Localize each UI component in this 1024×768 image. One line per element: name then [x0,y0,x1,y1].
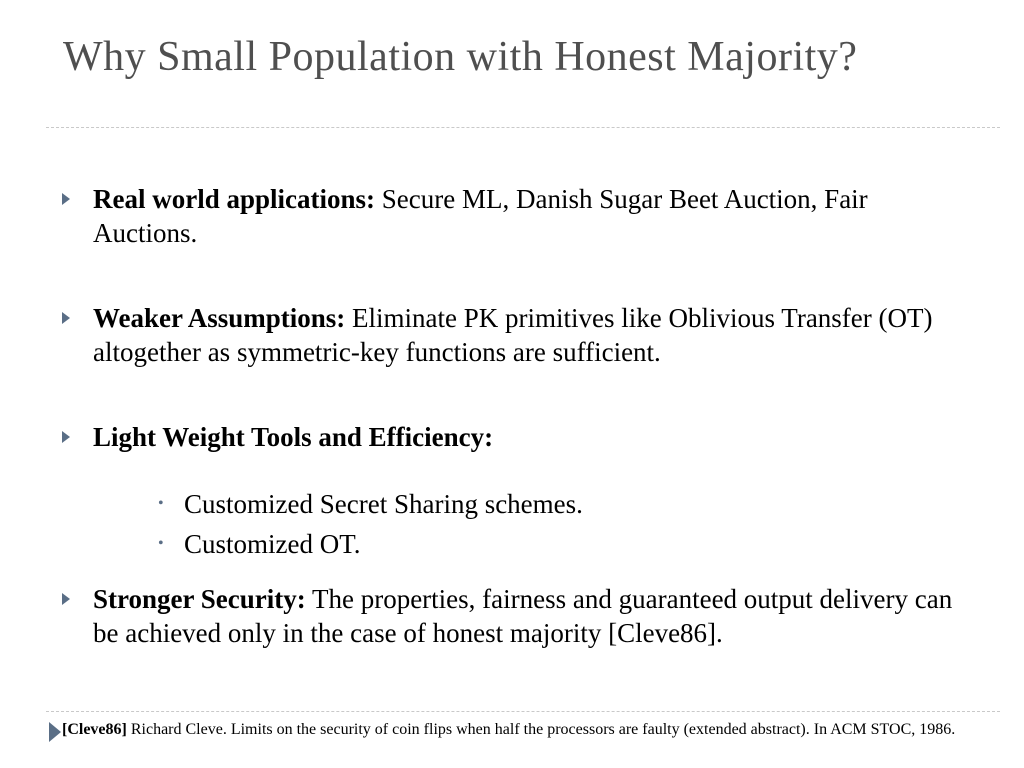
bullet-text: Secure ML, Danish Sugar Beet Auction, Fair Auctions. [93,184,868,248]
triangle-bullet-icon [62,431,70,443]
slide-title: Why Small Population with Honest Majority? [63,34,858,80]
bullet-real-world-applications [60,182,960,250]
dot-bullet-icon: • [158,495,164,512]
title-divider [46,127,1000,128]
sub-bullet-customized-ot [158,527,361,561]
bullet-text: The properties, fairness and guaranteed output delivery can be achieved only in the case of honest majority [Cleve86]. [93,584,953,648]
triangle-bullet-icon [62,193,70,205]
triangle-bullet-icon [49,722,61,742]
bullet-lead: Weaker Assumptions: [93,303,346,333]
bullet-lead: Real world applications: [93,184,376,214]
bullet-lead: Stronger Security: [93,584,306,614]
sub-bullet-secret-sharing [158,487,583,521]
bullet-text: Eliminate PK primitives like Oblivious Transfer (OT) altogether as symmetric-key functions are sufficient. [93,303,933,367]
sub-bullet-text: Customized OT. [184,529,361,559]
triangle-bullet-icon [62,593,70,605]
footnote-text: Richard Cleve. Limits on the security of coin flips when half the processors are faulty (extended abstract). In ACM STOC, 1986. [126,721,956,738]
triangle-bullet-icon [62,312,70,324]
bullet-light-weight-tools [60,420,493,454]
sub-bullet-text: Customized Secret Sharing schemes. [184,489,583,519]
bullet-lead: Light Weight Tools and Efficiency: [93,422,494,452]
footnote-ref: [Cleve86] [62,721,127,738]
footnote [62,718,1018,741]
bullet-stronger-security [60,582,960,650]
dot-bullet-icon: • [158,535,164,552]
bullet-weaker-assumptions [60,301,960,369]
footnote-divider [46,711,1000,712]
